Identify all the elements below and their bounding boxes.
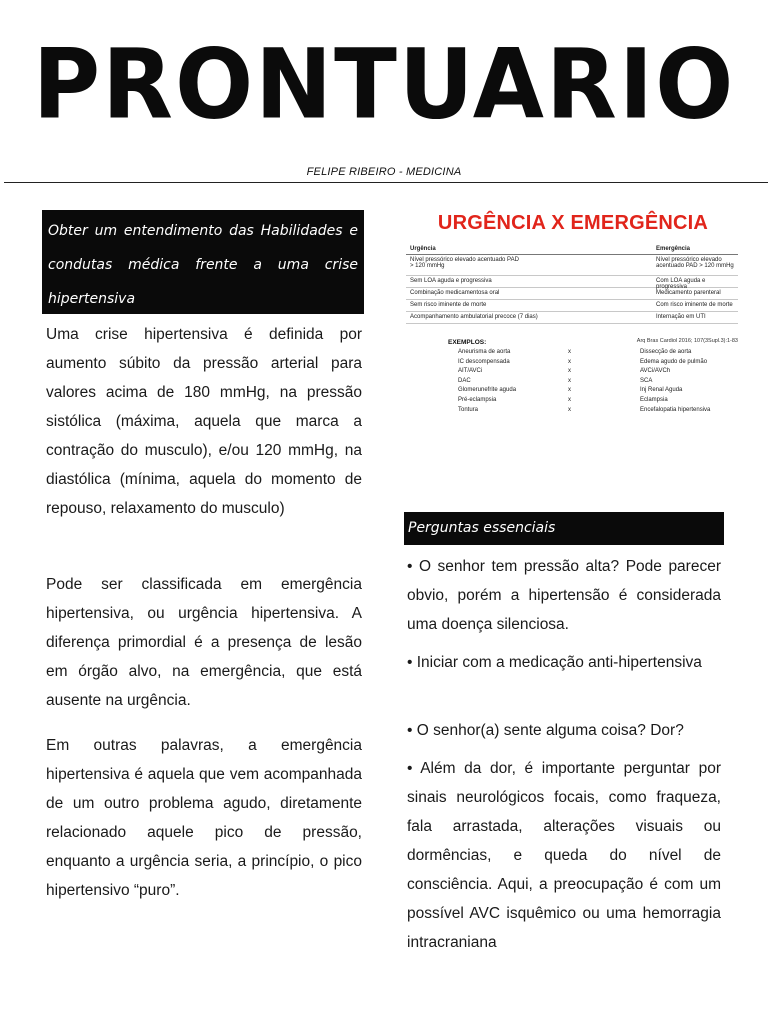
example-versus: x bbox=[568, 358, 571, 365]
question-item: • O senhor(a) sente alguma coisa? Dor? bbox=[407, 722, 684, 739]
example-emergency: SCA bbox=[640, 377, 653, 384]
list-item bbox=[458, 378, 738, 388]
example-emergency: Eclampsia bbox=[640, 396, 668, 403]
example-urgency: Aneurisma de aorta bbox=[458, 349, 511, 355]
table-cell: Com LOA aguda e progressiva bbox=[656, 278, 706, 290]
urgency-emergency-figure bbox=[404, 208, 742, 448]
example-urgency: Glomerunefrite aguda bbox=[458, 387, 517, 394]
example-versus: x bbox=[568, 349, 571, 355]
classification-paragraph: Pode ser classificada em emergência hipertensiva, ou urgência hipertensiva. A diferença primordial é a presença de lesão em órgão alvo, na emergência, que está ausente na urgência. bbox=[46, 576, 362, 709]
example-emergency: Inj Renal Aguda bbox=[640, 387, 683, 394]
list-item bbox=[458, 407, 738, 417]
example-emergency: Dissecção de aorta bbox=[640, 349, 692, 355]
example-versus: x bbox=[568, 406, 571, 413]
table-row bbox=[406, 300, 738, 312]
table-cell: Internação em UTI bbox=[656, 314, 706, 320]
page-title: PRONTUARIO bbox=[32, 28, 736, 141]
example-urgency: AIT/AVCi bbox=[458, 368, 483, 375]
question-item: • Iniciar com a medicação anti-hipertensiva bbox=[407, 654, 702, 671]
objective-box: Obter um entendimento das Habilidades e condutas médica frente a uma crise hipertensiva bbox=[42, 210, 364, 314]
example-urgency: IC descompensada bbox=[458, 358, 510, 365]
header-urgency: Urgência bbox=[410, 246, 436, 252]
figure-reference: Arq Bras Cardiol 2016; 107(3Supl.3):1-83 bbox=[636, 338, 738, 344]
example-urgency: DAC bbox=[458, 377, 471, 384]
questions-heading: Perguntas essenciais bbox=[404, 512, 724, 545]
figure-title: URGÊNCIA X EMERGÊNCIA bbox=[437, 212, 709, 234]
example-emergency: Encefalopatia hipertensiva bbox=[640, 406, 711, 413]
author-byline: FELIPE RIBEIRO - MEDICINA bbox=[306, 166, 462, 178]
question-item: • O senhor tem pressão alta? Pode parecer obvio, porém a hipertensão é considerada uma doença silenciosa. bbox=[407, 558, 721, 633]
examples-label: EXEMPLOS: bbox=[448, 339, 487, 346]
header-emergency: Emergência bbox=[656, 246, 691, 252]
example-versus: x bbox=[568, 387, 571, 394]
question-item: • Além da dor, é importante perguntar por sinais neurológicos focais, como fraqueza, fala arrastada, alterações visuais ou dormências, e queda do nível de consciência. Aqui, a preocupação é com um possível AVC isquêmico ou uma hemorragia intracraniana bbox=[407, 760, 721, 951]
table-cell: Medicamento parenteral bbox=[656, 290, 721, 296]
example-urgency: Pré-eclampsia bbox=[458, 396, 497, 403]
table-row bbox=[406, 312, 738, 324]
comparison-table bbox=[406, 244, 738, 324]
list-item bbox=[458, 368, 738, 378]
explanation-paragraph: Em outras palavras, a emergência hipertensiva é aquela que vem acompanhada de um outro problema agudo, diretamente relacionado aquele pico de pressão, enquanto a urgência seria, a princípio, o pico hipertensivo “puro”. bbox=[46, 737, 362, 899]
table-cell: Nível pressórico elevado acentuado PAD > 120 mmHg bbox=[410, 257, 519, 269]
table-row bbox=[406, 288, 738, 300]
example-urgency: Tontura bbox=[458, 406, 479, 413]
list-item bbox=[458, 397, 738, 407]
definition-paragraph: Uma crise hipertensiva é definida por aumento súbito da pressão arterial para valores acima de 180 mmHg, na pressão sistólica (máxima, aquela que marca a contração do musculo), e/ou 120 mmHg, na diastólica (mínima, aquela do momento de repouso, relaxamento do musculo) bbox=[46, 326, 362, 517]
examples-list bbox=[458, 349, 738, 416]
table-cell: Sem risco iminente de morte bbox=[410, 302, 487, 308]
table-row bbox=[406, 276, 738, 288]
table-cell: Nível pressórico elevado acentuado PAD > 120 mmHg bbox=[656, 257, 734, 269]
example-emergency: Edema agudo de pulmão bbox=[640, 358, 708, 365]
list-item bbox=[458, 359, 738, 369]
table-cell: Sem LOA aguda e progressiva bbox=[410, 278, 492, 284]
table-cell: Acompanhamento ambulatorial precoce (7 dias) bbox=[410, 314, 538, 320]
header-divider bbox=[4, 182, 768, 183]
table-cell: Com risco iminente de morte bbox=[656, 302, 733, 308]
list-item bbox=[458, 349, 738, 359]
example-emergency: AVCi/AVCh bbox=[640, 368, 671, 375]
example-versus: x bbox=[568, 368, 571, 375]
example-versus: x bbox=[568, 396, 571, 403]
example-versus: x bbox=[568, 377, 571, 384]
table-header-row bbox=[406, 244, 738, 255]
table-cell: Combinação medicamentosa oral bbox=[410, 290, 500, 296]
list-item bbox=[458, 387, 738, 397]
table-row bbox=[406, 255, 738, 276]
